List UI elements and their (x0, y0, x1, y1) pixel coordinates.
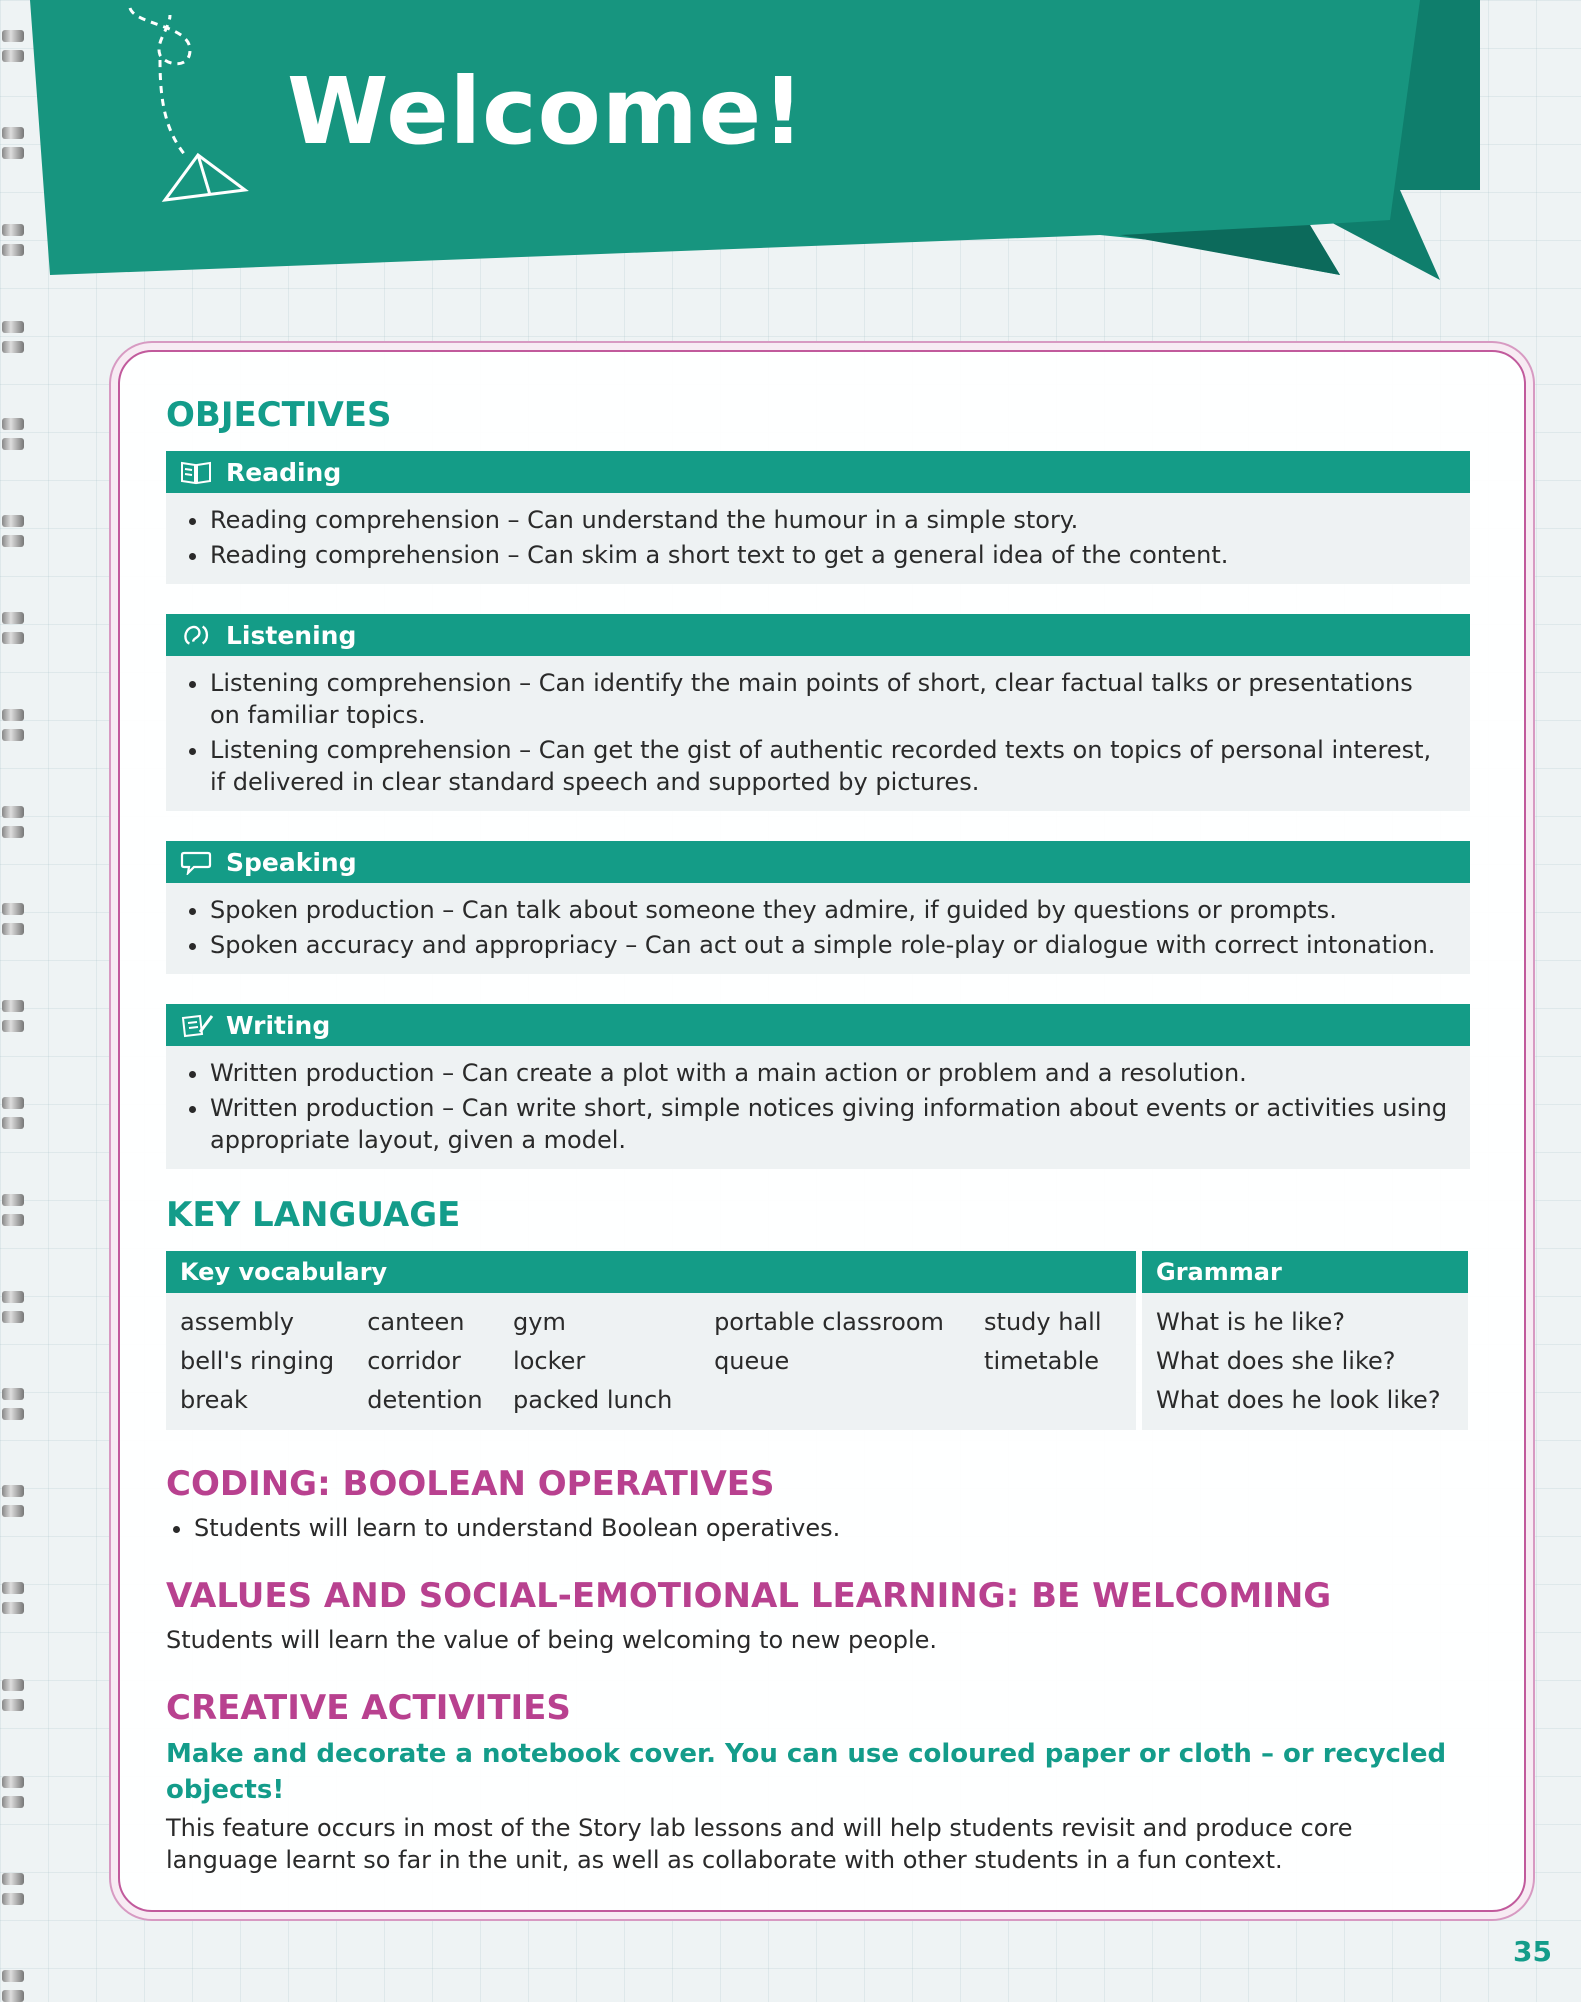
spiral-ring (2, 826, 24, 838)
coding-heading: CODING: BOOLEAN OPERATIVES (166, 1464, 775, 1504)
objective-title-reading: Reading (226, 457, 342, 487)
spiral-ring (2, 438, 24, 450)
vocab-word: locker (513, 1347, 586, 1375)
vocab-word: break (180, 1386, 248, 1414)
vocab-word: assembly (180, 1308, 294, 1336)
creative-lead: Make and decorate a notebook cover. You can use coloured paper or cloth – or recycled objects! (166, 1739, 1447, 1805)
objective-listening (166, 614, 1470, 811)
spiral-ring (2, 1485, 24, 1497)
objective-title-writing: Writing (226, 1010, 331, 1040)
spiral-ring (2, 903, 24, 915)
spiral-ring (2, 709, 24, 721)
spiral-ring (2, 1873, 24, 1885)
spiral-ring (2, 1000, 24, 1012)
vocab-column (367, 1303, 513, 1420)
spiral-ring (2, 1602, 24, 1614)
spiral-ring (2, 1020, 24, 1032)
objective-item: • Written production – Can write short, simple notices giving information about events or activities using appropriate layout, given a model. (210, 1092, 1450, 1156)
grammar (1142, 1251, 1468, 1430)
coding-item: • Students will learn to understand Boolean operatives. (194, 1512, 1470, 1544)
vocab-word: timetable (984, 1347, 1100, 1375)
spiral-ring (2, 1388, 24, 1400)
key-language-table (166, 1251, 1470, 1430)
vocab-word: study hall (984, 1308, 1102, 1336)
grammar-item: What does he look like? (1156, 1386, 1441, 1414)
vocab-word: packed lunch (513, 1386, 673, 1414)
spiral-ring (2, 923, 24, 935)
spiral-ring (2, 341, 24, 353)
spiral-ring (2, 1097, 24, 1109)
spiral-ring (2, 632, 24, 644)
spiral-ring (2, 1311, 24, 1323)
grammar-title: Grammar (1142, 1251, 1468, 1293)
objective-bar-listening (166, 614, 1470, 656)
objective-bar-speaking (166, 841, 1470, 883)
vocab-word: canteen (367, 1308, 465, 1336)
vocab-word: detention (367, 1386, 483, 1414)
objectives-heading: OBJECTIVES (166, 395, 392, 435)
book-icon (180, 458, 214, 486)
objective-item: • Listening comprehension – Can identify the main points of short, clear factual talks or presentations on familiar topics. (210, 667, 1450, 731)
spiral-ring (2, 612, 24, 624)
spiral-ring (2, 1970, 24, 1982)
spiral-ring (2, 1117, 24, 1129)
key-language-heading: KEY LANGUAGE (166, 1195, 461, 1235)
objective-speaking (166, 841, 1470, 974)
objective-item: • Reading comprehension – Can understand the humour in a simple story. (210, 504, 1450, 536)
objective-writing (166, 1004, 1470, 1169)
spiral-ring (2, 1699, 24, 1711)
objective-item: • Spoken production – Can talk about someone they admire, if guided by questions or prompts. (210, 894, 1450, 926)
spiral-ring (2, 1679, 24, 1691)
objective-item: • Listening comprehension – Can get the gist of authentic recorded texts on topics of personal interest, if delivered in clear standard speech and supported by pictures. (210, 734, 1450, 798)
objective-item: • Spoken accuracy and appropriacy – Can act out a simple role-play or dialogue with correct intonation. (210, 929, 1450, 961)
spiral-ring (2, 1194, 24, 1206)
vocab-word: corridor (367, 1347, 461, 1375)
grammar-item: What is he like? (1156, 1308, 1345, 1336)
creative-heading: CREATIVE ACTIVITIES (166, 1688, 571, 1728)
objective-reading (166, 451, 1470, 584)
spiral-ring (2, 806, 24, 818)
spiral-ring (2, 729, 24, 741)
vocab-column (180, 1303, 367, 1420)
objective-bar-writing (166, 1004, 1470, 1046)
vocab-column (984, 1303, 1122, 1420)
vocab-column (513, 1303, 714, 1420)
spiral-ring (2, 515, 24, 527)
spiral-ring (2, 1291, 24, 1303)
objective-title-listening: Listening (226, 620, 357, 650)
key-vocabulary (166, 1251, 1136, 1430)
spiral-binding (0, 0, 28, 2000)
spiral-ring (2, 535, 24, 547)
spiral-ring (2, 1505, 24, 1517)
spiral-ring (2, 1582, 24, 1594)
values-text: Students will learn the value of being welcoming to new people. (166, 1626, 937, 1654)
grammar-item: What does she like? (1156, 1347, 1396, 1375)
page-number: 35 (1513, 1935, 1552, 1968)
ear-icon (180, 621, 214, 649)
spiral-ring (2, 1776, 24, 1788)
spiral-ring (2, 1796, 24, 1808)
objective-title-speaking: Speaking (226, 847, 357, 877)
spiral-ring (2, 321, 24, 333)
page-title: Welcome! (287, 58, 806, 165)
values-heading: VALUES AND SOCIAL-EMOTIONAL LEARNING: BE WELCOMING (166, 1576, 1332, 1616)
objective-item: • Reading comprehension – Can skim a short text to get a general idea of the content. (210, 539, 1450, 571)
vocab-column (714, 1303, 984, 1420)
pencil-notepad-icon (180, 1011, 214, 1039)
creative-text: This feature occurs in most of the Story lab lessons and will help students revisit and produce core language learnt so far in the unit, as well as collaborate with other students in a fun context. (166, 1814, 1353, 1874)
spiral-ring (2, 1990, 24, 2002)
key-vocabulary-title: Key vocabulary (166, 1251, 1136, 1293)
spiral-ring (2, 418, 24, 430)
objective-item: • Written production – Can create a plot with a main action or problem and a resolution. (210, 1057, 1450, 1089)
spiral-ring (2, 1408, 24, 1420)
spiral-ring (2, 1214, 24, 1226)
vocab-word: portable classroom (714, 1308, 944, 1336)
vocab-word: bell's ringing (180, 1347, 335, 1375)
objective-bar-reading (166, 451, 1470, 493)
speech-bubble-icon (180, 848, 214, 876)
vocab-word: queue (714, 1347, 790, 1375)
vocab-word: gym (513, 1308, 566, 1336)
spiral-ring (2, 1893, 24, 1905)
content-area (166, 395, 1470, 1876)
